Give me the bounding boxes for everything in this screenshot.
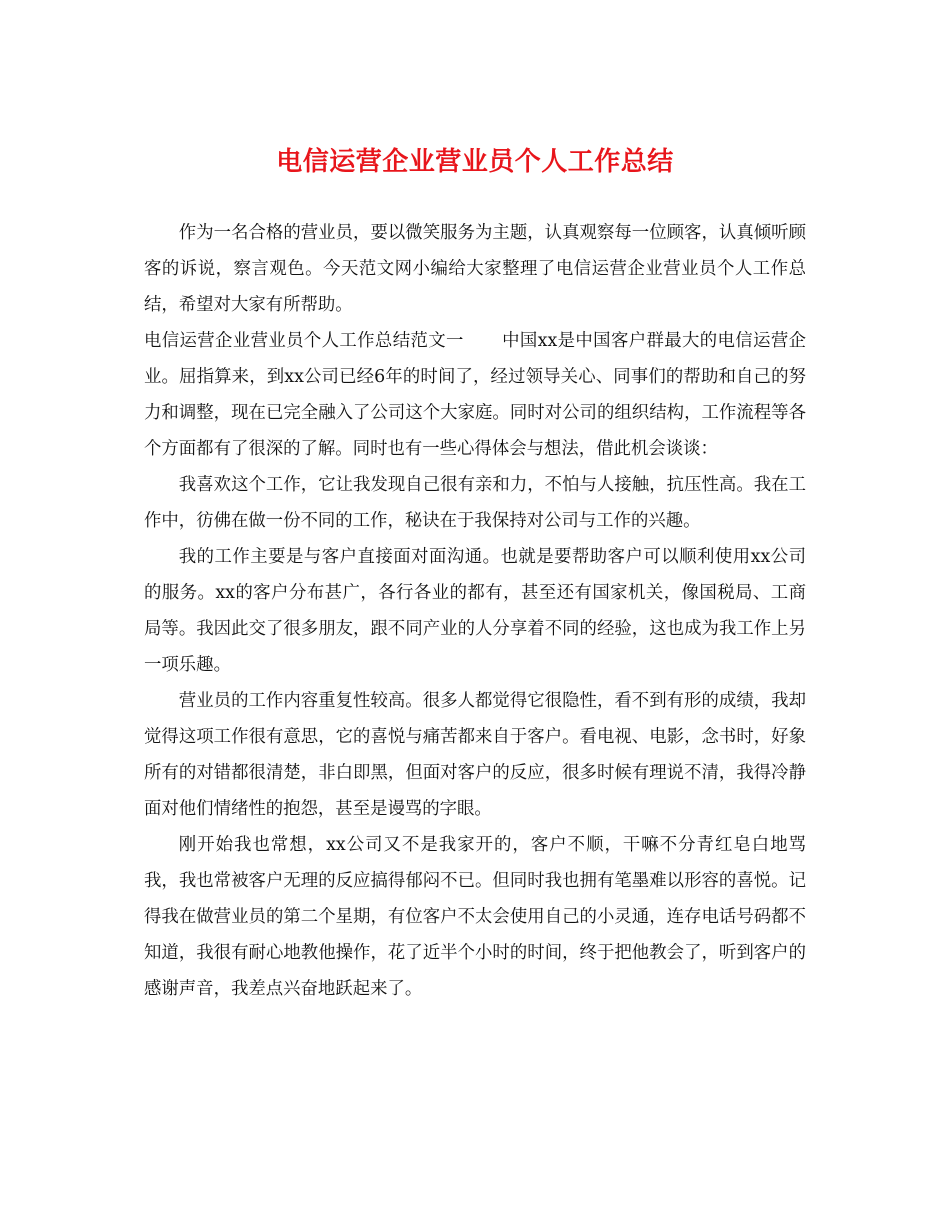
intro-paragraph: 作为一名合格的营业员，要以微笑服务为主题，认真观察每一位顾客，认真倾听顾客的诉说，察言观色。今天范文网小编给大家整理了电信运营企业营业员个人工作总结，希望对大家有所帮助。 <box>144 223 806 315</box>
section-first-text: 中国xx是中国客户群最大的电信运营企业。屈指算来，到xx公司已经6年的时间了，经过领导关心、同事们的帮助和自己的努力和调整，现在已完全融入了公司这个大家庭。同时对公司的组织结构，工作流程等各个方面都有了很深的了解。同时也有一些心得体会与想法，借此机会谈谈： <box>144 331 806 459</box>
body-paragraph-3: 营业员的工作内容重复性较高。很多人都觉得它很隐性，看不到有形的成绩，我却觉得这项工作很有意思，它的喜悦与痛苦都来自于客户。看电视、电影，念书时，好象所有的对错都很清楚，非白即黑，但面对客户的反应，很多时候有理说不清，我得冷静面对他们情绪性的抱怨，甚至是谩骂的字眼。 <box>144 691 806 819</box>
section-heading: 电信运营企业营业员个人工作总结范文一 <box>144 331 464 351</box>
document-body <box>144 215 806 1007</box>
body-paragraph-4: 刚开始我也常想，xx公司又不是我家开的，客户不顺，干嘛不分青红皂白地骂我，我也常被客户无理的反应搞得郁闷不已。但同时我也拥有笔墨难以形容的喜悦。记得我在做营业员的第二个星期，有位客户不太会使用自己的小灵通，连存电话号码都不知道，我很有耐心地教他操作，花了近半个小时的时间，终于把他教会了，听到客户的感谢声音，我差点兴奋地跃起来了。 <box>144 835 806 999</box>
document-title: 电信运营企业营业员个人工作总结 <box>276 147 674 177</box>
section-paragraph <box>144 323 806 467</box>
body-paragraph-1: 我喜欢这个工作，它让我发现自己很有亲和力，不怕与人接触，抗压性高。我在工作中，彷佛在做一份不同的工作，秘诀在于我保持对公司与工作的兴趣。 <box>144 475 806 531</box>
body-paragraph-2: 我的工作主要是与客户直接面对面沟通。也就是要帮助客户可以顺利使用xx公司的服务。xx的客户分布甚广，各行各业的都有，甚至还有国家机关，像国税局、工商局等。我因此交了很多朋友，跟不同产业的人分享着不同的经验，这也成为我工作上另一项乐趣。 <box>144 547 806 675</box>
